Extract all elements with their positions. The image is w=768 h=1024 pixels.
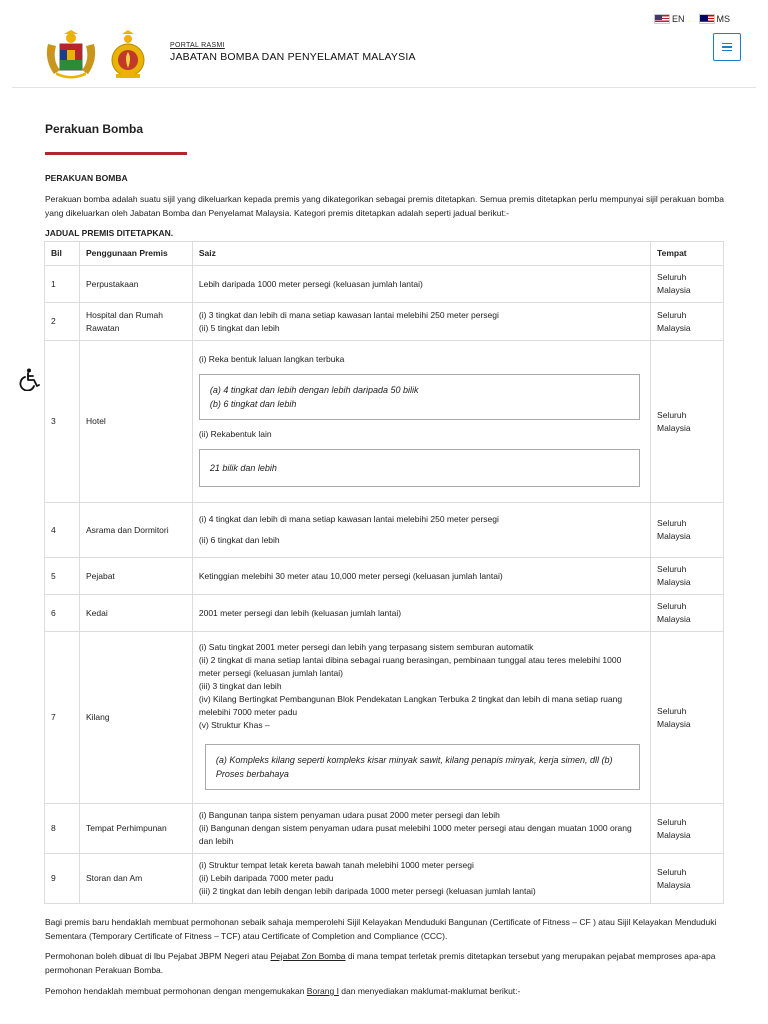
section-heading: PERAKUAN BOMBA — [45, 173, 128, 183]
cell-saiz — [192, 632, 650, 804]
cell-saiz — [192, 303, 650, 341]
malaysia-flag-icon — [699, 14, 715, 24]
table-caption: JADUAL PREMIS DITETAPKAN. — [45, 228, 174, 238]
note-box — [199, 449, 640, 487]
header-bil: Bil — [45, 242, 80, 266]
cell-premis: Storan dan Am — [79, 854, 192, 904]
cell-bil: 2 — [45, 303, 80, 341]
cell-premis: Tempat Perhimpunan — [79, 804, 192, 854]
header-divider — [12, 87, 756, 88]
cell-premis: Asrama dan Dormitori — [79, 503, 192, 558]
note-line: 21 bilik dan lebih — [209, 463, 277, 473]
para3-text-after: dan menyediakan maklumat-maklumat berikut:- — [338, 986, 521, 996]
bomba-emblem-logo — [108, 30, 148, 80]
department-name[interactable]: JABATAN BOMBA DAN PENYELAMAT MALAYSIA — [170, 51, 416, 63]
portal-label[interactable]: PORTAL RASMI — [170, 42, 225, 49]
table-row — [45, 266, 724, 303]
table-row — [45, 854, 724, 904]
hamburger-line — [722, 46, 732, 48]
us-flag-icon — [654, 14, 670, 24]
cell-bil: 1 — [45, 266, 80, 303]
saiz-line: (ii) Lebih daripada 7000 meter padu — [198, 873, 334, 883]
header-tempat: Tempat — [651, 242, 724, 266]
title-underline — [45, 152, 187, 155]
note-line: (b) 6 tingkat dan lebih — [209, 399, 297, 409]
saiz-line: (i) Bangunan tanpa sistem penyaman udara pusat 2000 meter persegi dan lebih — [198, 810, 500, 820]
table-row — [45, 341, 724, 503]
table-row — [45, 632, 724, 804]
lang-en-label: EN — [671, 14, 685, 24]
cell-saiz — [192, 341, 650, 503]
cell-tempat: Seluruh Malaysia — [651, 854, 724, 904]
saiz-line: Ketinggian melebihi 30 meter atau 10,000 meter persegi (keluasan jumlah lantai) — [198, 570, 503, 581]
note-line: (a) Kompleks kilang seperti kompleks kisar minyak sawit, kilang penapis minyak, kerja simen, dll (b) Proses berbahaya — [215, 755, 613, 779]
saiz-line: (i) 3 tingkat dan lebih di mana setiap kawasan lantai melebihi 250 meter persegi — [198, 309, 499, 320]
cell-bil: 8 — [45, 804, 80, 854]
lang-ms-button[interactable] — [699, 14, 731, 24]
saiz-line: (iii) 3 tingkat dan lebih — [198, 681, 282, 691]
coat-of-arms-logo — [40, 30, 102, 80]
footer-paragraph-3 — [45, 985, 725, 999]
saiz-line: (ii) 2 tingkat di mana setiap lantai dibina sebagai ruang berasingan, pembinaan tunggal atau teres melebihi 1000 meter persegi (keluasan jumlah lantai) — [198, 655, 622, 678]
cell-bil: 3 — [45, 341, 80, 503]
saiz-line: (iii) 2 tingkat dan lebih dengan lebih daripada 1000 meter persegi (keluasan jumlah lantai) — [198, 886, 536, 896]
cell-tempat: Seluruh Malaysia — [651, 266, 724, 303]
note-line: (a) 4 tingkat dan lebih dengan lebih daripada 50 bilik — [209, 385, 419, 395]
saiz-line: Lebih daripada 1000 meter persegi (keluasan jumlah lantai) — [198, 278, 423, 289]
language-switcher — [654, 14, 730, 24]
para2-text-before: Permohonan boleh dibuat di Ibu Pejabat JBPM Negeri atau — [45, 951, 271, 961]
borang-i-link[interactable]: Borang I — [306, 986, 339, 996]
saiz-line: 2001 meter persegi dan lebih (keluasan jumlah lantai) — [198, 607, 402, 618]
saiz-line: (ii) 5 tingkat dan lebih — [198, 322, 280, 333]
saiz-line: (i) 4 tingkat dan lebih di mana setiap kawasan lantai melebihi 250 meter persegi — [198, 514, 499, 524]
pejabat-zon-bomba-link[interactable]: Pejabat Zon Bomba — [270, 951, 346, 961]
saiz-line: (iv) Kilang Bertingkat Pembangunan Blok Pendekatan Langkan Terbuka 2 tingkat dan lebih di mana setiap ruang melebihi 7000 meter padu — [198, 694, 623, 717]
cell-premis: Perpustakaan — [79, 266, 192, 303]
cell-tempat: Seluruh Malaysia — [651, 804, 724, 854]
cell-saiz — [192, 595, 650, 632]
site-header — [0, 0, 768, 88]
table-row — [45, 303, 724, 341]
table-header-row — [45, 242, 724, 266]
cell-saiz — [192, 854, 650, 904]
cell-bil: 5 — [45, 558, 80, 595]
menu-button[interactable] — [713, 33, 741, 61]
saiz-line: (v) Struktur Khas – — [198, 720, 270, 730]
cell-premis: Kedai — [79, 595, 192, 632]
cell-premis: Pejabat — [79, 558, 192, 595]
lang-ms-label: MS — [716, 14, 730, 24]
saiz-line: (i) Satu tingkat 2001 meter persegi dan lebih yang terpasang sistem semburan automatik — [198, 642, 534, 652]
cell-tempat: Seluruh Malaysia — [651, 503, 724, 558]
hamburger-icon — [722, 43, 732, 45]
para3-text-before: Pemohon hendaklah membuat permohonan dengan mengemukakan — [45, 986, 307, 996]
cell-saiz — [192, 266, 650, 303]
hamburger-line — [722, 50, 732, 52]
cell-bil: 9 — [45, 854, 80, 904]
note-box — [205, 744, 640, 790]
footer-paragraph-1: Bagi premis baru hendaklah membuat permohonan sebaik sahaja memperolehi Sijil Kelayakan Menduduki Bangunan (Certificate of Fitness – CF ) atau Sijil Kelayakan Menduduki Sementara (Temporary Certificate of Fitness – TCF) atau Certificate of Completion and Compliance (CCC). — [45, 917, 717, 941]
table-row — [45, 558, 724, 595]
table-row — [45, 804, 724, 854]
note-box — [199, 374, 640, 420]
header-saiz: Saiz — [192, 242, 650, 266]
footer-paragraph-2 — [45, 950, 725, 977]
cell-bil: 4 — [45, 503, 80, 558]
cell-tempat: Seluruh Malaysia — [651, 632, 724, 804]
cell-saiz — [192, 804, 650, 854]
saiz-line: (i) Reka bentuk laluan langkan terbuka — [198, 354, 345, 364]
para2-text-after: di mana tempat terletak premis ditetapkan tersebut yang merupakan pejabat memproses apa-apa permohonan Perakuan Bomba. — [45, 951, 716, 975]
cell-bil: 7 — [45, 632, 80, 804]
saiz-line: (ii) 6 tingkat dan lebih — [198, 535, 280, 545]
table-row — [45, 503, 724, 558]
saiz-line: (ii) Rekabentuk lain — [198, 429, 272, 439]
saiz-line: (ii) Bangunan dengan sistem penyaman udara pusat melebihi 1000 meter persegi atau dengan muatan 1000 orang dan lebih — [198, 823, 632, 846]
cell-tempat: Seluruh Malaysia — [651, 558, 724, 595]
saiz-line: (i) Struktur tempat letak kereta bawah tanah melebihi 1000 meter persegi — [198, 860, 474, 870]
premises-table — [44, 241, 724, 904]
page-title: Perakuan Bomba — [45, 122, 144, 136]
intro-paragraph: Perakuan bomba adalah suatu sijil yang dikeluarkan kepada premis yang dikategorikan sebagai premis ditetapkan. Semua premis ditetapkan perlu mempunyai sijil perakuan bomba yang dikeluarkan oleh Jabatan Bomba dan Penyelamat Malaysia. Kategori premis ditetapkan adalah seperti jadual berikut:- — [45, 194, 724, 218]
logo-group[interactable] — [40, 30, 148, 80]
cell-tempat: Seluruh Malaysia — [651, 303, 724, 341]
cell-premis: Hotel — [79, 341, 192, 503]
cell-bil: 6 — [45, 595, 80, 632]
cell-premis: Kilang — [79, 632, 192, 804]
wheelchair-icon[interactable] — [17, 367, 41, 391]
cell-tempat: Seluruh Malaysia — [651, 341, 724, 503]
cell-tempat: Seluruh Malaysia — [651, 595, 724, 632]
table-row — [45, 595, 724, 632]
lang-en-button[interactable] — [654, 14, 685, 24]
cell-saiz — [192, 558, 650, 595]
cell-premis: Hospital dan Rumah Rawatan — [79, 303, 192, 341]
cell-saiz — [192, 503, 650, 558]
header-premis: Penggunaan Premis — [79, 242, 192, 266]
